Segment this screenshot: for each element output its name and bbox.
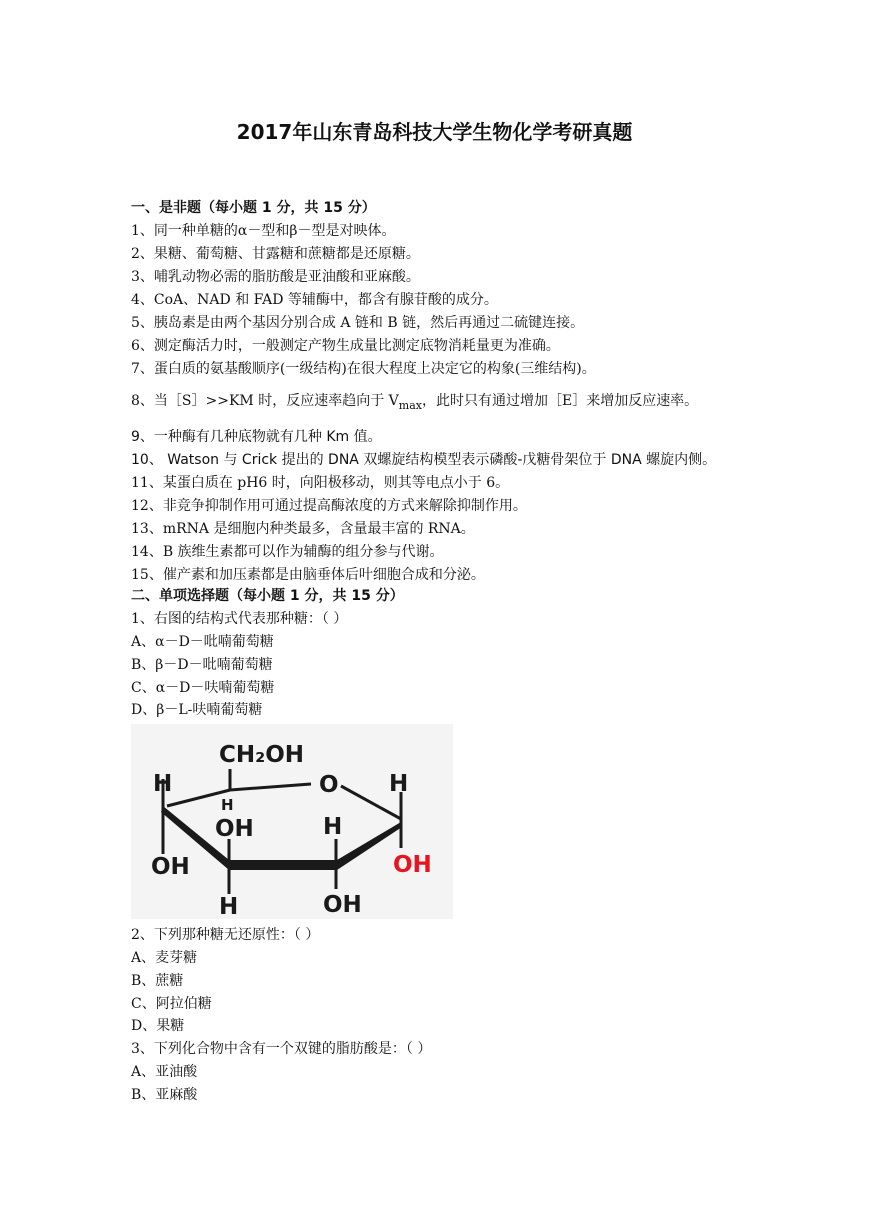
label-h-c3: H (323, 814, 343, 840)
tf-item-15: 15、催产素和加压素都是由脑垂体后叶细胞合成和分泌。 (131, 567, 485, 583)
q3-stem: 3、下列化合物中含有一个双键的脂肪酸是：（ ） (131, 1041, 432, 1057)
tf-item-13: 13、mRNA 是细胞内种类最多，含量最丰富的 RNA。 (131, 521, 475, 537)
tf-item-6: 6、测定酶活力时，一般测定产物生成量比测定底物消耗量更为准确。 (131, 338, 560, 354)
q3-option-b: B、亚麻酸 (131, 1087, 198, 1103)
label-h-inner: H (221, 796, 234, 814)
tf-item-8-text-b: ，此时只有通过增加［E］来增加反应速率。 (421, 393, 699, 409)
q1-option-b: B、β－D－吡喃葡萄糖 (131, 657, 273, 673)
section1-heading: 一、是非题（每小题 1 分，共 15 分） (131, 200, 376, 216)
q3-option-a: A、亚油酸 (131, 1064, 198, 1080)
tf-item-8 (131, 392, 698, 415)
q1-stem: 1、右图的结构式代表那种糖：（ ） (131, 611, 348, 627)
label-oh-bottom: OH (323, 892, 362, 918)
tf-item-8-text-a: 8、当［S］>>KM 时，反应速率趋向于 V (131, 393, 399, 409)
q2-option-b: B、蔗糖 (131, 973, 184, 989)
tf-item-12: 12、非竞争抑制作用可通过提高酶浓度的方式来解除抑制作用。 (131, 498, 527, 514)
q2-option-c: C、阿拉伯糖 (131, 996, 212, 1012)
q2-option-d: D、果糖 (131, 1018, 185, 1034)
label-ch2oh: CH₂OH (219, 742, 305, 768)
tf-item-7: 7、蛋白质的氨基酸顺序(一级结构)在很大程度上决定它的构象(三维结构)。 (131, 361, 596, 377)
tf-item-5: 5、胰岛素是由两个基因分别合成 A 链和 B 链，然后再通过二硫键连接。 (131, 315, 585, 331)
label-h-bottom: H (219, 894, 239, 919)
label-h-left: H (153, 771, 173, 797)
q2-stem: 2、下列那种糖无还原性：（ ） (131, 927, 320, 943)
q1-option-d: D、β－L-呋喃葡萄糖 (131, 702, 263, 718)
section2-heading: 二、单项选择题（每小题 1 分，共 15 分） (131, 588, 404, 604)
label-h-right: H (389, 771, 409, 797)
page-title: 2017年山东青岛科技大学生物化学考研真题 (236, 120, 633, 144)
q1-option-a: A、α－D－吡喃葡萄糖 (131, 634, 274, 650)
tf-item-10: 10、 Watson 与 Crick 提出的 DNA 双螺旋结构模型表示磷酸-戊糖骨架位于 DNA 螺旋内侧。 (131, 452, 717, 468)
label-oh-left: OH (151, 854, 190, 880)
tf-item-11: 11、某蛋白质在 pH6 时，向阳极移动，则其等电点小于 6。 (131, 475, 510, 491)
tf-item-14: 14、B 族维生素都可以作为辅酶的组分参与代谢。 (131, 544, 444, 560)
tf-item-9: 9、一种酶有几种底物就有几种 Km 值。 (131, 429, 382, 445)
tf-item-2: 2、果糖、葡萄糖、甘露糖和蔗糖都是还原糖。 (131, 246, 420, 262)
q2-option-a: A、麦芽糖 (131, 950, 198, 966)
glucose-structure-diagram (131, 724, 453, 919)
label-oh-top: OH (215, 816, 254, 842)
tf-item-4: 4、CoA、NAD 和 FAD 等辅酶中，都含有腺苷酸的成分。 (131, 292, 498, 308)
bold-bond-c3-c2 (229, 860, 337, 870)
tf-item-3: 3、哺乳动物必需的脂肪酸是亚油酸和亚麻酸。 (131, 269, 420, 285)
tf-item-1: 1、同一种单糖的α－型和β－型是对映体。 (131, 223, 396, 239)
vmax-subscript: max (398, 398, 422, 412)
label-ring-o: O (319, 772, 339, 798)
label-oh-anomeric: OH (393, 852, 432, 878)
q1-option-c: C、α－D－呋喃葡萄糖 (131, 680, 275, 696)
